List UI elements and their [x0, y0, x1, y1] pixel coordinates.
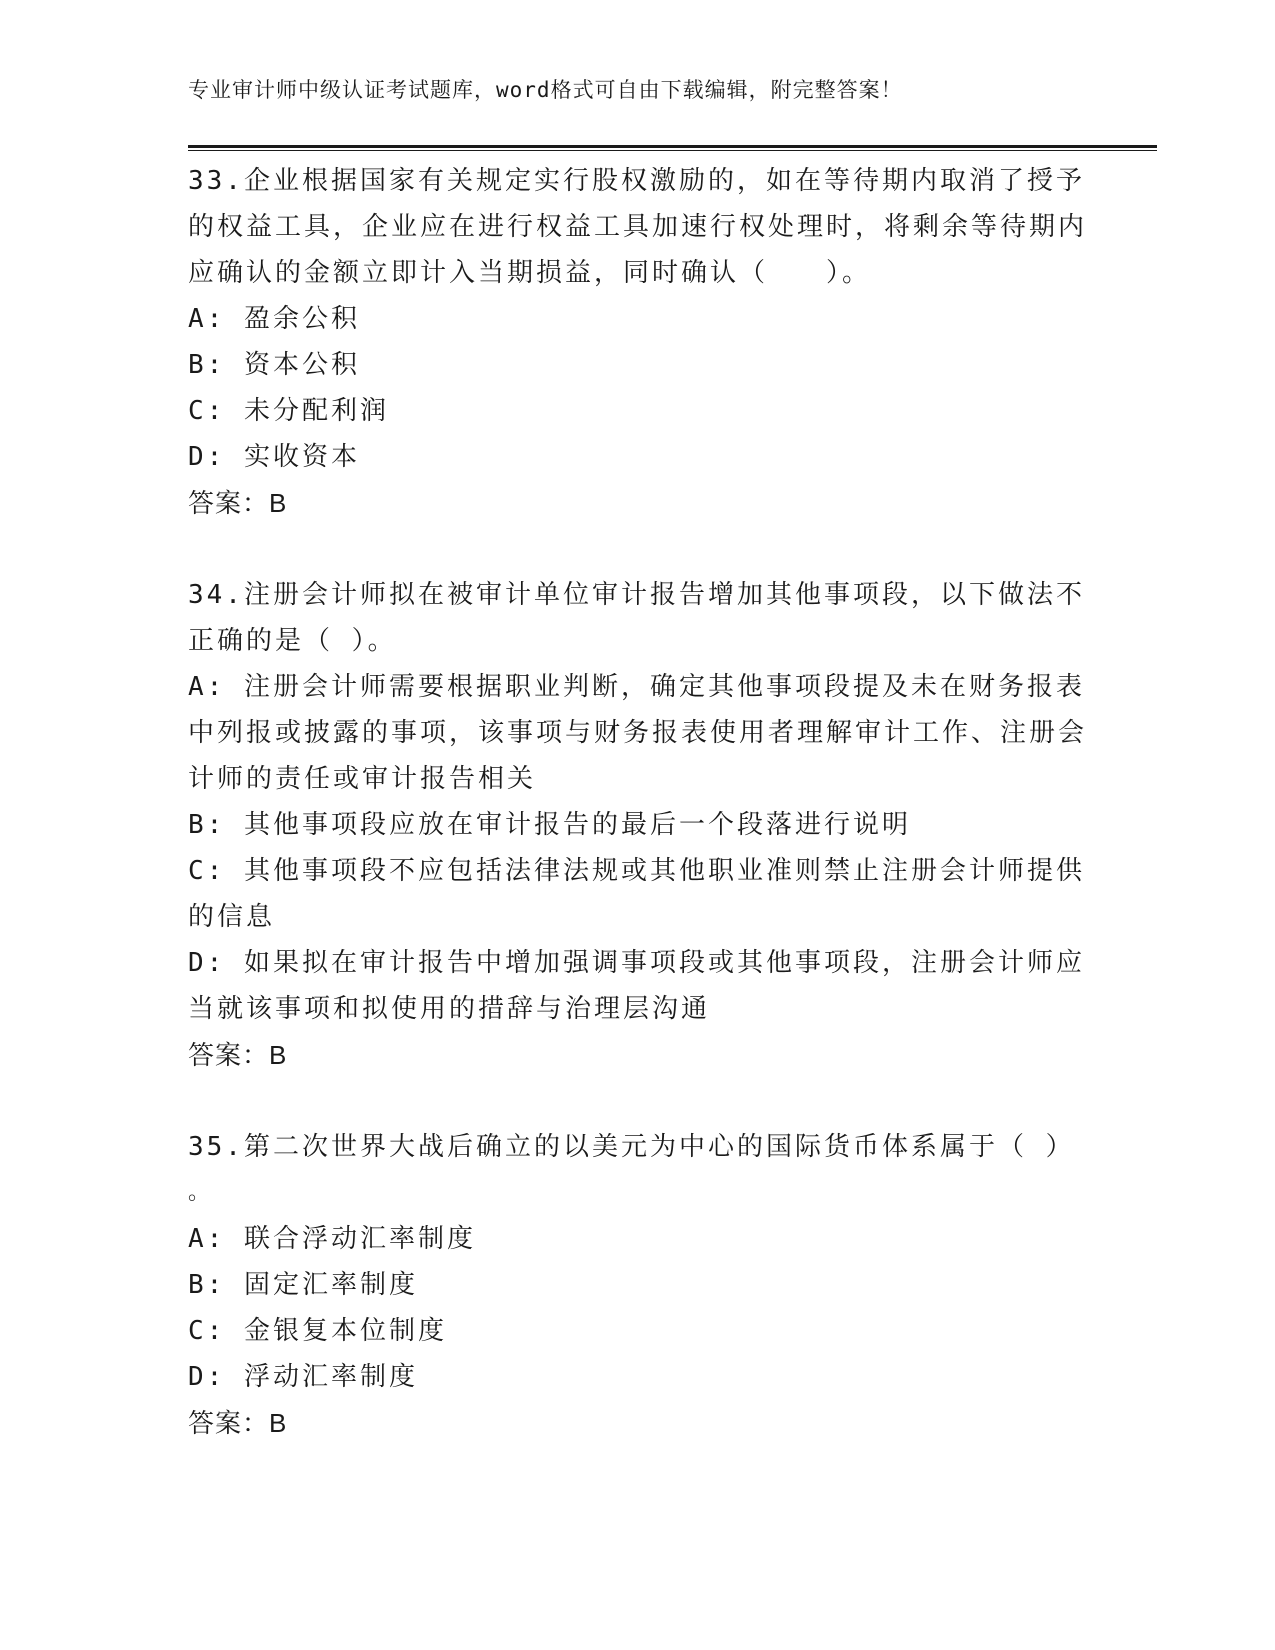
option-d: D: 浮动汇率制度 — [188, 1362, 418, 1392]
option-b: B: 资本公积 — [188, 350, 360, 380]
answer-line: 答案：B — [188, 1408, 288, 1438]
question-stem: 33.企业根据国家有关规定实行股权激励的，如在等待期内取消了授予的权益工具，企业应在进行权益工具加速行权处理时，将剩余等待期内应确认的金额立即计入当期损益，同时确认（ ）。 — [188, 166, 1088, 288]
option-c: C: 金银复本位制度 — [188, 1316, 447, 1346]
option-c: C: 未分配利润 — [188, 396, 389, 426]
option-a: A: 盈余公积 — [188, 304, 360, 334]
header-divider — [188, 145, 1157, 152]
question-stem-continued: 。 — [188, 1180, 214, 1205]
question-stem: 34.注册会计师拟在被审计单位审计报告增加其他事项段，以下做法不正确的是（ ）。 — [188, 580, 1085, 656]
question-33 — [188, 158, 1088, 526]
question-34 — [188, 572, 1088, 1078]
option-d: D: 如果拟在审计报告中增加强调事项段或其他事项段，注册会计师应当就该事项和拟使用的措辞与治理层沟通 — [188, 948, 1085, 1024]
option-b: B: 其他事项段应放在审计报告的最后一个段落进行说明 — [188, 810, 911, 840]
option-a: A: 联合浮动汇率制度 — [188, 1224, 476, 1254]
answer-line: 答案：B — [188, 488, 288, 518]
option-c: C: 其他事项段不应包括法律法规或其他职业准则禁止注册会计师提供的信息 — [188, 856, 1085, 932]
option-d: D: 实收资本 — [188, 442, 360, 472]
question-stem: 35.第二次世界大战后确立的以美元为中心的国际货币体系属于（ ） — [188, 1132, 1075, 1162]
option-b: B: 固定汇率制度 — [188, 1270, 418, 1300]
answer-line: 答案：B — [188, 1040, 288, 1070]
option-a: A: 注册会计师需要根据职业判断，确定其他事项段提及未在财务报表中列报或披露的事项，该事项与财务报表使用者理解审计工作、注册会计师的责任或审计报告相关 — [188, 672, 1088, 794]
question-35 — [188, 1124, 1088, 1446]
question-list — [188, 158, 1088, 1446]
page-header: 专业审计师中级认证考试题库，word格式可自由下载编辑，附完整答案！ — [188, 78, 903, 102]
